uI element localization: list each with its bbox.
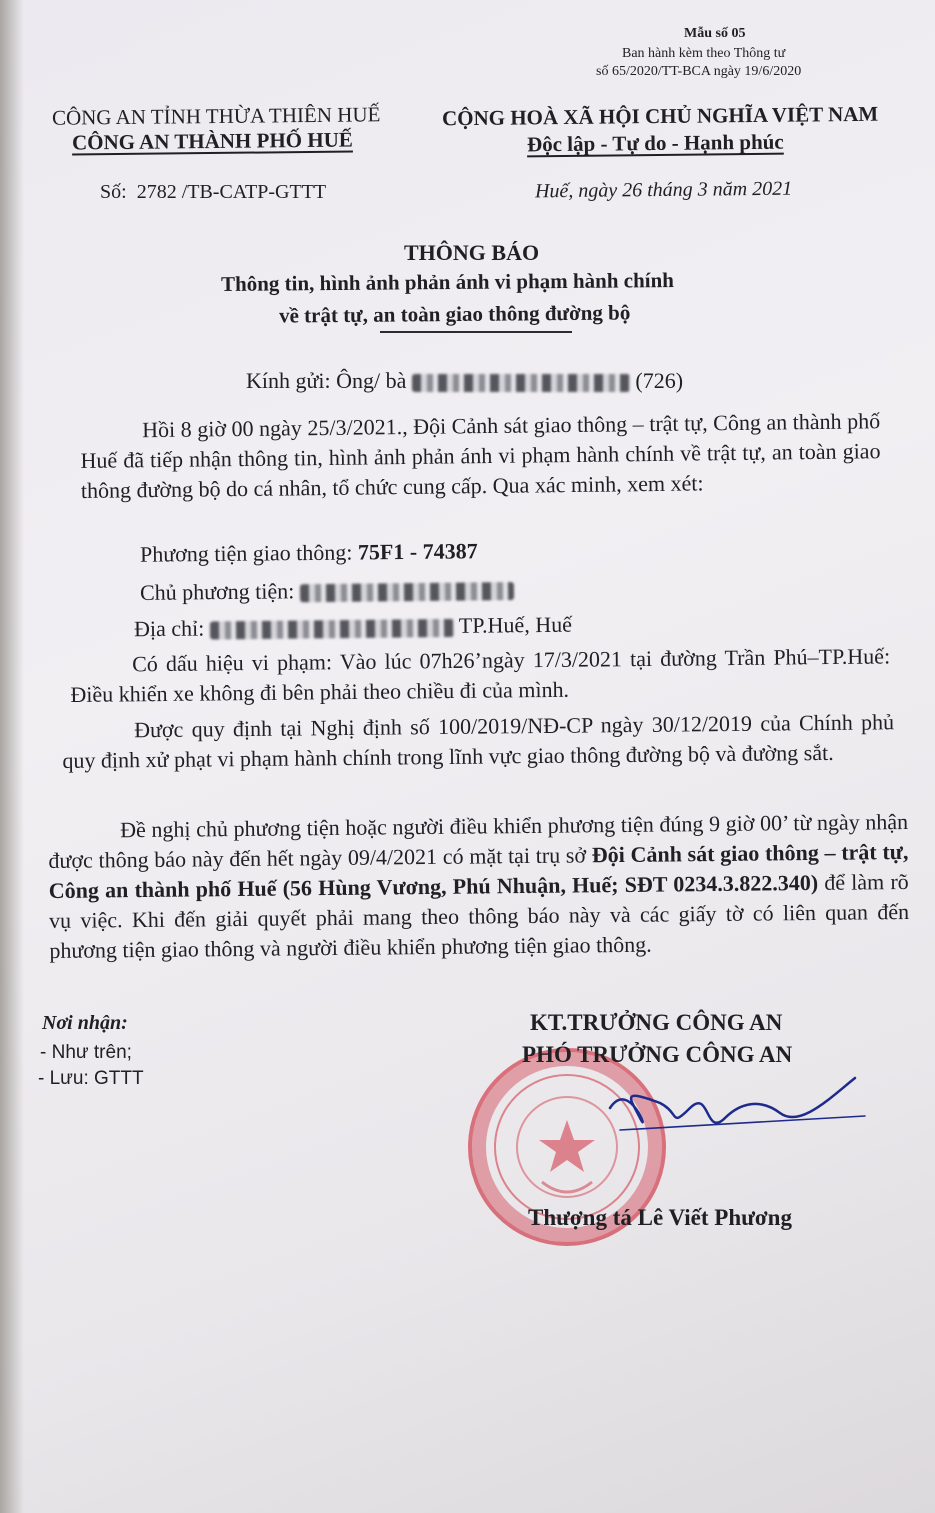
form-number: Mẫu số 05 (684, 26, 746, 41)
recipient-line: Kính gửi: Ông/ bà (726) (246, 368, 684, 393)
notice-subtitle-2: về trật tự, an toàn giao thông đường bộ (278, 300, 631, 328)
document-number: Số: 2782 /TB-CATP-GTTT (100, 181, 327, 203)
violation-paragraph: Có dấu hiệu vi phạm: Vào lúc 07h26’ngày 17/3/2021 tại đường Trần Phú–TP.Huế: Điều khiển xe không đi bên phải theo chiều đi của mình. (70, 643, 891, 707)
national-title: CỘNG HOÀ XÃ HỘI CHỦ NGHĨA VIỆT NAM (441, 101, 879, 131)
issuer-parent: CÔNG AN TỈNH THỪA THIÊN HUẾ (51, 102, 381, 130)
owner-line: Chủ phương tiện: (140, 574, 514, 608)
notice-title: THÔNG BÁO (404, 240, 540, 265)
notice-subtitle-1: Thông tin, hình ảnh phản ánh vi phạm hành chính (220, 268, 675, 296)
regulation-paragraph: Được quy định tại Nghị định số 100/2019/NĐ-CP ngày 30/12/2019 của Chính phủ quy định xử phạt vi phạm hành chính trong lĩnh vực giao thông đường bộ và đường sắt. (62, 709, 895, 773)
signature-title-2: PHÓ TRƯỞNG CÔNG AN (522, 1042, 793, 1067)
form-issued-by: Ban hành kèm theo Thông tư (622, 46, 786, 61)
page-shadow (0, 0, 24, 1513)
redacted-address (210, 619, 454, 640)
form-circular: số 65/2020/TT-BCA ngày 19/6/2020 (596, 64, 802, 79)
signer-name: Thượng tá Lê Viết Phương (528, 1205, 792, 1230)
place-date: Huế, ngày 26 tháng 3 năm 2021 (534, 177, 793, 203)
recipient-item-1: - Như trên; (40, 1042, 132, 1063)
redacted-owner-name (300, 582, 514, 602)
recipient-item-2: - Lưu: GTTT (38, 1068, 144, 1089)
handwritten-signature (600, 1068, 870, 1158)
intro-paragraph: Hồi 8 giờ 00 ngày 25/3/2021., Đội Cảnh sát giao thông – trật tự, Công an thành phố Huế đã tiếp nhận thông tin, hình ảnh phản ánh vi phạm hành chính về trật tự, an toàn giao thông đường bộ do cá nhân, tổ chức cung cấp. Qua xác minh, xem xét: (80, 408, 881, 503)
signature-title-1: KT.TRƯỞNG CÔNG AN (530, 1010, 783, 1035)
recipients-label: Nơi nhận: (42, 1012, 128, 1034)
vehicle-line: Phương tiện giao thông: 75F1 - 74387 (139, 538, 478, 567)
redacted-recipient-name (412, 374, 630, 392)
request-paragraph: Đề nghị chủ phương tiện hoặc người điều khiển phương tiện đúng 9 giờ 00’ từ ngày nhận được thông báo này đến hết ngày 09/4/2021 có mặt tại trụ sở Đội Cảnh sát giao thông – trật tự, Công an thành phố Huế (56 Hùng Vương, Phú Nhuận, Huế; SĐT 0234.3.822.340) để làm rõ vụ việc. Khi đến giải quyết phải mang theo thông báo này và các giấy tờ có liên quan đến phương tiện giao thông và người điều khiển phương tiện giao thông. (48, 808, 910, 963)
address-line: Địa chỉ: TP.Huế, Huế (133, 611, 573, 642)
national-motto: Độc lập - Tự do - Hạnh phúc (526, 129, 784, 157)
issuer-name: CÔNG AN THÀNH PHỐ HUẾ (71, 127, 353, 155)
title-underline (380, 331, 572, 333)
